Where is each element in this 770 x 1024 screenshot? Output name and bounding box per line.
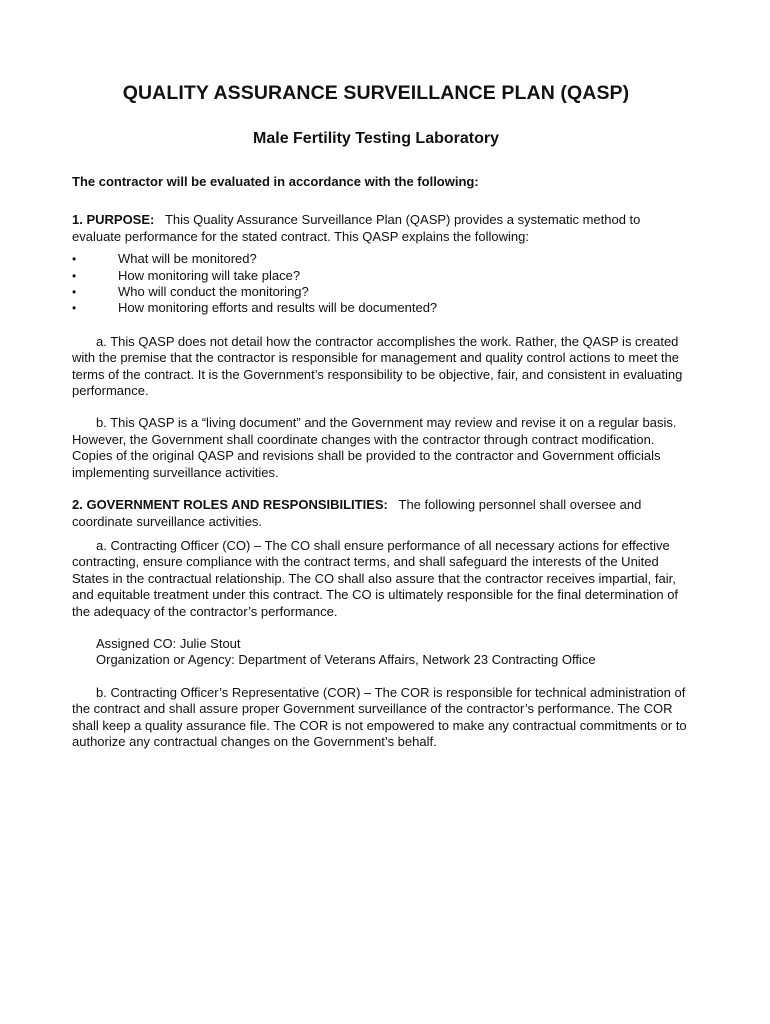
bullet-icon: •	[72, 301, 77, 316]
purpose-paragraph-b: b. This QASP is a “living document” and the Government may review and revise it on a regular basis. However, the Government shall coordinate changes with the contractor through contract modification. Copies of the original QASP and revisions shall be provided to the contractor and Government officials implementing surveillance activities.	[72, 415, 677, 480]
list-item-text: How monitoring efforts and results will be documented?	[118, 300, 438, 316]
intro-statement: The contractor will be evaluated in accordance with the following:	[72, 174, 479, 189]
list-item	[72, 268, 692, 284]
document-body	[72, 174, 692, 750]
bullet-icon: •	[72, 285, 77, 300]
document-title: QUALITY ASSURANCE SURVEILLANCE PLAN (QASP)	[122, 82, 630, 104]
roles-paragraph-b: b. Contracting Officer’s Representative (COR) – The COR is responsible for technical administration of the contract and shall assure proper Government surveillance of the contractor’s performance. The COR shall keep a quality assurance file. The COR is not empowered to make any contractual commitments or to authorize any contractual changes on the Government’s behalf.	[72, 684, 687, 749]
section-purpose	[72, 212, 692, 245]
assigned-co: Assigned CO: Julie Stout	[96, 635, 241, 651]
section-roles-text: The following personnel shall oversee and coordinate surveillance activities.	[72, 497, 642, 529]
document-subtitle: Male Fertility Testing Laboratory	[253, 130, 499, 147]
list-item-text: Who will conduct the monitoring?	[118, 284, 309, 300]
assigned-co-block	[72, 636, 692, 669]
bullet-icon: •	[72, 268, 77, 283]
organization-agency: Organization or Agency: Department of Veterans Affairs, Network 23 Contracting Office	[96, 652, 596, 668]
purpose-paragraph-a: a. This QASP does not detail how the contractor accomplishes the work. Rather, the QASP is created with the premise that the contractor is responsible for management and quality control actions to meet the terms of the contract. It is the Government’s responsibility to be objective, fair, and consistent in evaluating performance.	[72, 333, 683, 399]
section-purpose-heading: 1. PURPOSE:	[72, 212, 155, 228]
list-item	[72, 284, 692, 300]
list-item	[72, 300, 692, 316]
bullet-icon: •	[72, 252, 77, 267]
section-roles	[72, 497, 692, 530]
section-roles-heading: 2. GOVERNMENT ROLES AND RESPONSIBILITIES:	[72, 497, 388, 513]
list-item-text: How monitoring will take place?	[118, 267, 301, 283]
roles-paragraph-a: a. Contracting Officer (CO) – The CO shall ensure performance of all necessary actions for effective contracting, ensure compliance with the contract terms, and shall safeguard the interests of the United States in the contractual relationship. The CO shall also assure that the contractor receives impartial, fair, and equitable treatment under this contract. The CO is ultimately responsible for the final determination of the adequacy of the contractor’s performance.	[72, 537, 679, 619]
list-item	[72, 251, 692, 267]
purpose-bullet-list	[72, 251, 692, 317]
section-purpose-text: This Quality Assurance Surveillance Plan (QASP) provides a systematic method to evaluate performance for the stated contract. This QASP explains the following:	[72, 212, 641, 244]
list-item-text: What will be monitored?	[118, 251, 257, 267]
